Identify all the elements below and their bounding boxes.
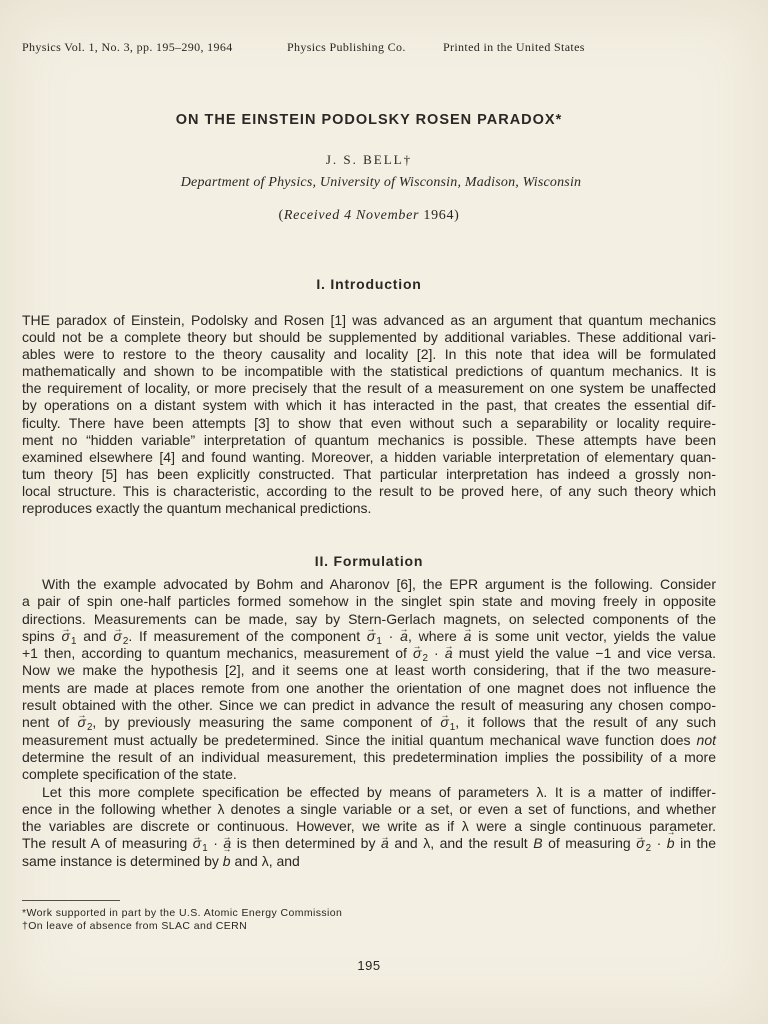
text-line xyxy=(22,853,716,870)
text-run: +1 then, according to quantum mechanics, measurement of xyxy=(22,645,414,662)
text-run: , it follows that the result of any such xyxy=(455,714,717,731)
vector-symbol xyxy=(77,714,93,734)
vector-symbol xyxy=(223,853,231,870)
vector-base: → a xyxy=(381,835,389,852)
vector-subscript: 1 xyxy=(70,635,77,647)
journal-citation: Physics Vol. 1, No. 3, pp. 195–290, 1964 xyxy=(22,40,233,54)
text-line: ments are made at places remote from one another the orientation of one magnet does not influence the xyxy=(22,679,716,696)
author-affiliation: Department of Physics, University of Wisconsin, Madison, Wisconsin xyxy=(180,175,582,190)
footnotes xyxy=(22,907,342,932)
text-run: must yield the value −1 and vice versa. xyxy=(452,645,716,662)
vector-subscript: 1 xyxy=(202,843,208,855)
text-line: ficulty. There have been attempts [3] to show that even without such a separability or locality require- xyxy=(22,414,716,431)
text-line: by operations on a distant system with which it has interacted in the past, that creates the essential dif- xyxy=(22,397,716,414)
paragraph xyxy=(22,576,716,784)
vector-base: → σ xyxy=(62,628,70,645)
text-line: complete specification of the state. xyxy=(22,766,237,783)
vector-symbol xyxy=(381,835,389,852)
vector-symbol xyxy=(367,628,382,645)
text-line xyxy=(22,714,717,734)
vector-symbol xyxy=(464,628,472,645)
vector-symbol xyxy=(667,835,675,852)
text-run: of measuring xyxy=(542,835,637,852)
text-line: determine the result of an individual measurement, this predetermination implies the possibility of a more xyxy=(22,748,716,765)
text-line: reproduces exactly the quantum mechanical predictions. xyxy=(22,500,372,517)
text-run: same instance is determined by xyxy=(22,852,223,869)
text-run: · xyxy=(381,627,401,644)
text-run: measurement must actually be predetermined. Since the initial quantum mechanical wave function does xyxy=(22,731,697,748)
text-line xyxy=(22,645,716,665)
vector-base: → a xyxy=(445,645,453,662)
text-line: examined elsewhere [4] and found wanting. Moreover, a hidden variable interpretation of elementary quan- xyxy=(22,448,716,465)
text-run: . If measurement of the component xyxy=(128,627,367,644)
vector-subscript: 2 xyxy=(86,722,93,734)
vector-symbol xyxy=(413,645,428,665)
text-run: · xyxy=(427,645,445,662)
vector-base: → σ xyxy=(77,714,85,731)
vector-base: → σ xyxy=(193,835,201,852)
text-line: Now we make the hypothesis [2], and it seems one at least worth considering, that if the two measure- xyxy=(22,662,716,679)
text-run: and xyxy=(76,627,114,644)
text-line xyxy=(22,628,716,645)
vector-symbol xyxy=(445,645,453,662)
vector-base: → σ xyxy=(413,645,421,662)
vector-base: → a xyxy=(464,628,472,645)
paragraph xyxy=(22,312,716,517)
text-run: , by previously measuring the same component of xyxy=(92,714,441,731)
text-run: is some unit vector, yields the value xyxy=(471,627,717,644)
vector-base: → b xyxy=(667,835,675,852)
paragraph xyxy=(22,784,716,870)
footnote: †On leave of absence from SLAC and CERN xyxy=(22,919,248,932)
vector-subscript: 2 xyxy=(122,635,129,647)
vector-base: → σ xyxy=(113,628,121,645)
text-line: ment no “hidden variable” interpretation of quantum mechanics is possible. These attempts have been xyxy=(22,431,716,448)
text-line: the variables are discrete or continuous. However, we write as if λ were a single continuous parameter. xyxy=(22,818,716,835)
text-line: directions. Measurements can be made, say by Stern-Gerlach magnets, on selected components of the xyxy=(22,610,716,627)
vector-base: → a xyxy=(400,628,408,645)
paper-title: ON THE EINSTEIN PODOLSKY ROSEN PARADOX* xyxy=(175,112,563,128)
received-year: 1964) xyxy=(419,208,460,223)
text-run: in the xyxy=(674,835,716,852)
vector-subscript: 1 xyxy=(376,635,382,647)
italic-text: not xyxy=(696,731,716,748)
text-run: · xyxy=(651,835,667,852)
text-run: , where xyxy=(407,627,464,644)
vector-symbol xyxy=(440,714,456,734)
received-open: ( xyxy=(278,208,284,223)
text-line: With the example advocated by Bohm and Aharonov [6], the EPR argument is the following. Consider xyxy=(42,576,716,592)
text-line: a pair of spin one-half particles formed somehow in the singlet spin state and moving freely in opposite xyxy=(22,593,716,610)
vector-base: → σ xyxy=(367,628,375,645)
text-line: result obtained with the other. Since we can predict in advance the result of measuring any chosen compo- xyxy=(22,697,716,714)
vector-base: → σ xyxy=(440,714,448,731)
publisher-name: Physics Publishing Co. xyxy=(287,40,406,54)
text-run: The result A of measuring xyxy=(22,835,193,852)
vector-base: → a xyxy=(223,835,231,852)
text-run: · xyxy=(207,835,224,852)
section-heading: II. Formulation xyxy=(314,553,424,569)
text-line: local structure. This is characteristic, according to the result to be proved here, of any such theory which xyxy=(22,482,716,499)
vector-symbol xyxy=(62,628,77,645)
text-line: the requirement of locality, or more precisely that the result of a measurement on one system be unaffected xyxy=(22,380,716,397)
vector-subscript: 2 xyxy=(645,843,652,855)
footnote: *Work supported in part by the U.S. Atomic Energy Commission xyxy=(22,907,343,919)
vector-symbol xyxy=(192,835,208,855)
printed-location: Printed in the United States xyxy=(443,40,585,54)
text-line xyxy=(22,835,716,855)
vector-base: → σ xyxy=(636,835,644,852)
author-name: J. S. BELL† xyxy=(325,152,413,167)
footnote-rule xyxy=(22,900,120,901)
text-line: could not be a complete theory but should be supplemented by additional variables. These additional vari- xyxy=(22,329,716,346)
text-line: Let this more complete specification be effected by means of parameters λ. It is a matter of indiffer- xyxy=(42,783,716,800)
text-run: and λ, and the result xyxy=(388,835,534,852)
text-line: THE paradox of Einstein, Podolsky and Rosen [1] was advanced as an argument that quantum mechanics xyxy=(22,312,716,328)
received-label: Received 4 November xyxy=(283,208,420,223)
text-run: is then determined by xyxy=(231,835,381,852)
text-line: ence in the following whether λ denotes a single variable or a set, or even a set of functions, and whether xyxy=(22,800,716,817)
text-run: nent of xyxy=(22,714,78,731)
vector-subscript: 2 xyxy=(422,653,428,665)
page-number: 195 xyxy=(357,958,381,973)
text-run: and λ, and xyxy=(230,852,300,869)
italic-text: B xyxy=(533,835,543,852)
text-line: mathematically and shown to be incompatible with the statistical predictions of quantum mechanics. It is xyxy=(22,363,716,380)
vector-symbol xyxy=(636,835,652,855)
section-body xyxy=(22,576,716,870)
section-body xyxy=(22,312,716,517)
vector-subscript: 1 xyxy=(449,722,456,734)
text-line: ables were to restore to the theory causality and locality [2]. In this note that idea will be formulated xyxy=(22,346,716,363)
received-date xyxy=(22,207,716,225)
section-heading: I. Introduction xyxy=(316,276,422,292)
text-run: spins xyxy=(22,627,62,644)
text-line xyxy=(22,732,716,749)
vector-symbol xyxy=(400,628,408,645)
vector-base: → b xyxy=(223,853,231,870)
text-line: tum theory [5] has been explicitly constructed. That particular interpretation has indeed a grossly non- xyxy=(22,465,716,482)
vector-symbol xyxy=(113,628,128,645)
